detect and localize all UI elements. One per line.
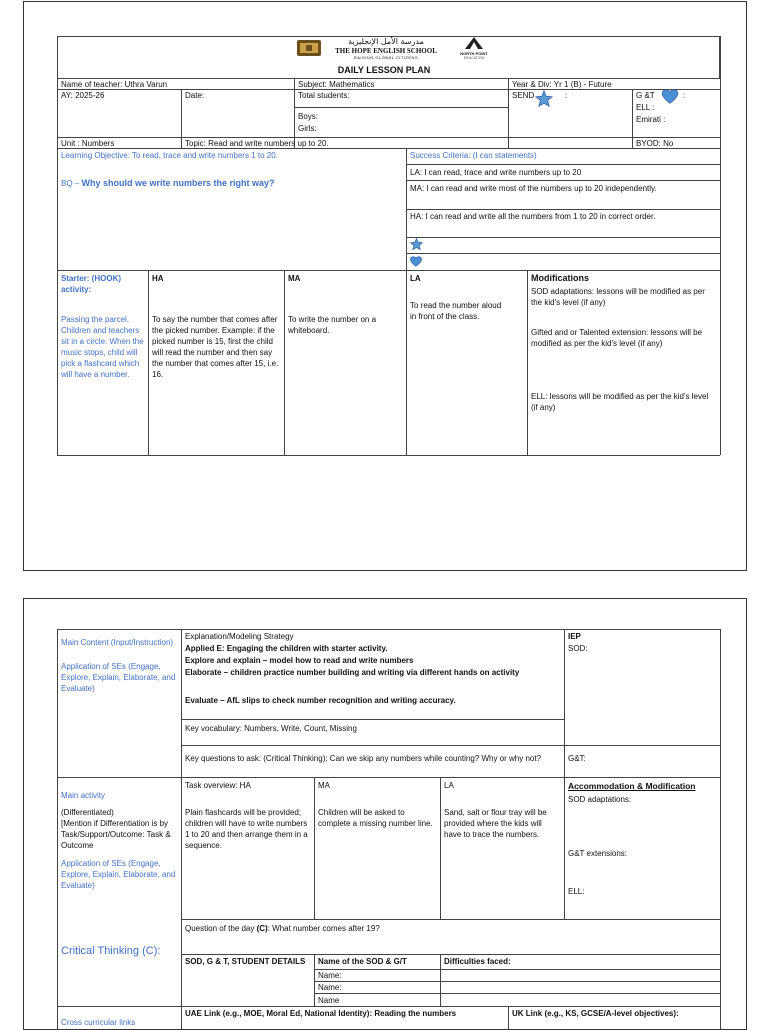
main-activity-desc: (Differentiated) [Mention if Differentiation is by Task/Support/Outcome: Task & Outcome xyxy=(61,808,171,850)
teacher-name: Name of teacher: Uthra Varun xyxy=(61,80,168,89)
accom-ell: ELL: xyxy=(568,887,585,896)
bq-text: Why should we write numbers the right way? xyxy=(81,178,275,188)
main-content-sub: Application of SEs (Engage, Explore, Explain, Elaborate, and Evaluate) xyxy=(61,662,176,693)
learning-objective: Learning Objective: To read, trace and write numbers 1 to 20. xyxy=(61,151,278,160)
star-icon xyxy=(535,90,553,107)
doc-title: DAILY LESSON PLAN xyxy=(337,65,431,75)
task-overview-ha: Task overview: HA xyxy=(185,781,251,790)
student-name-2[interactable]: Name: xyxy=(318,983,342,992)
student-name-1[interactable]: Name: xyxy=(318,971,342,980)
school-tagline: RAISING GLOBAL CITIZENS xyxy=(353,55,419,60)
accom-gt: G&T extensions: xyxy=(568,849,627,858)
subject: Subject: Mathematics xyxy=(298,80,375,89)
iep-sod: SOD: xyxy=(568,644,588,653)
mod-ell: ELL: lessons will be modified as per the kid's level (if any) xyxy=(531,392,709,412)
starter-ma-head: MA xyxy=(288,274,301,283)
main-content-title: Main Content (Input/Instruction) xyxy=(61,638,174,647)
date-field[interactable]: Date: xyxy=(185,91,205,100)
task-ma-text: Children will be asked to complete a missing number line. xyxy=(318,808,433,828)
task-la-head: LA xyxy=(444,781,454,790)
strategy-line-1: Applied E: Engaging the children with starter activity. xyxy=(185,644,388,653)
academic-year: AY: 2025-26 xyxy=(61,91,105,100)
strategy-line-4: Evaluate – AfL slips to check number recognition and writing accuracy. xyxy=(185,696,456,705)
accommodation-head: Accommodation & Modification xyxy=(568,781,696,791)
year-division: Year & Div: Yr 1 (B) - Future xyxy=(512,80,612,89)
main-activity-title: Main activity xyxy=(61,791,106,800)
starter-title: Starter: (HOOK) activity: xyxy=(61,274,122,294)
school-logo-icon xyxy=(296,38,322,58)
school-name: THE HOPE ENGLISH SCHOOL xyxy=(335,47,437,55)
starter-la-text: To read the number aloud in front of the class. xyxy=(410,301,502,321)
strategy-line-2: Explore and explain – model how to read and write numbers xyxy=(185,656,414,665)
starter-description: Passing the parcel. Children and teachers sit in a circle. When the music stops, child will pick a flashcard which will have a number. xyxy=(61,315,144,379)
girls-count: Girls: xyxy=(298,124,317,133)
starter-ha-text: To say the number that comes after the picked number. Example: if the picked number is 15, first the child will read the number and then say the number that comes after 15, i.e. 16. xyxy=(152,315,279,379)
success-criteria-ma: MA: I can read and write most of the numbers up to 20 independently. xyxy=(410,184,657,193)
sod-details-head: SOD, G & T, STUDENT DETAILS xyxy=(185,957,306,966)
accom-sod: SOD adaptations: xyxy=(568,795,632,804)
iep-head: IEP xyxy=(568,632,581,641)
uae-link: UAE Link (e.g., MOE, Moral Ed, National Identity): Reading the numbers xyxy=(185,1009,457,1018)
starter-ma-text: To write the number on a whiteboard. xyxy=(288,315,377,335)
send-label: SEND xyxy=(512,91,535,100)
key-questions: Key questions to ask: (Critical Thinking): Can we skip any numbers while counting? Why or why not? xyxy=(185,754,542,763)
starter-la-head: LA xyxy=(410,274,421,283)
qotd-c: (C) xyxy=(256,924,268,933)
mod-sod: SOD adaptations: lessons will be modified as per the kid's level (if any) xyxy=(531,287,705,307)
key-vocabulary: Key vocabulary: Numbers, Write, Count, Missing xyxy=(185,724,357,733)
question-of-the-day xyxy=(182,922,719,935)
big-question xyxy=(58,177,405,190)
success-criteria-la: LA: I can read, trace and write numbers up to 20 xyxy=(410,168,582,177)
star-icon xyxy=(410,238,423,250)
unit: Unit : Numbers xyxy=(61,139,115,148)
total-students: Total students: xyxy=(298,91,350,100)
task-ha-text: Plain flashcards will be provided; children will have to write numbers 1 to 20 and then arrange them in a sequence. xyxy=(185,808,308,850)
strategy-title: Explanation/Modeling Strategy xyxy=(185,632,294,641)
north-point-logo-icon xyxy=(463,36,485,50)
mod-gifted: Gifted and or Talented extension: lessons will be modified as per the kid's level (if any) xyxy=(531,328,703,348)
emirati-label: Emirati : xyxy=(636,115,666,124)
student-name-3[interactable]: Name xyxy=(318,996,340,1005)
gt-colon: : xyxy=(683,91,686,100)
gt-label: G &T xyxy=(636,91,655,100)
heart-icon xyxy=(410,256,422,267)
school-arabic-name: مدرسة الأمل الإنجليزية xyxy=(348,37,424,46)
difficulties-head: Difficulties faced: xyxy=(444,957,511,966)
north-point-name: NORTH POINT xyxy=(460,51,488,56)
ell-label: ELL : xyxy=(636,103,655,112)
cross-curricular-label: Cross curricular links xyxy=(61,1018,136,1027)
qotd-text: : What number comes after 19? xyxy=(267,924,380,933)
modifications-head: Modifications xyxy=(531,273,589,283)
topic: Topic: Read and write numbers up to 20. xyxy=(185,139,329,148)
name-column-head: Name of the SOD & G/T xyxy=(318,957,407,966)
success-criteria-ha: HA: I can read and write all the numbers from 1 to 20 in correct order. xyxy=(410,212,656,221)
uk-link: UK Link (e.g., KS, GCSE/A-level objectives): xyxy=(512,1009,679,1018)
bq-prefix: BQ – xyxy=(61,179,82,188)
strategy-line-3: Elaborate – children practice number building and writing via different hands on activity xyxy=(185,668,520,677)
boys-count: Boys: xyxy=(298,112,319,121)
success-criteria-title: Success Criteria: (I can statements) xyxy=(410,151,537,160)
main-activity-sub: Application of SEs (Engage, Explore, Explain, Elaborate, and Evaluate) xyxy=(61,859,176,890)
qotd-prefix: Question of the day xyxy=(185,924,257,933)
gt-label-2: G&T: xyxy=(568,754,586,763)
starter-ha-head: HA xyxy=(152,274,164,283)
critical-thinking-label: Critical Thinking (C): xyxy=(61,945,161,957)
north-point-sub: EDUCATION xyxy=(463,56,485,60)
task-la-text: Sand, salt or flour tray will be provided where the kids will have to trace the numbers. xyxy=(444,808,547,839)
task-ma-head: MA xyxy=(318,781,330,790)
send-colon: : xyxy=(565,91,568,100)
byod: BYOD: No xyxy=(636,139,674,148)
